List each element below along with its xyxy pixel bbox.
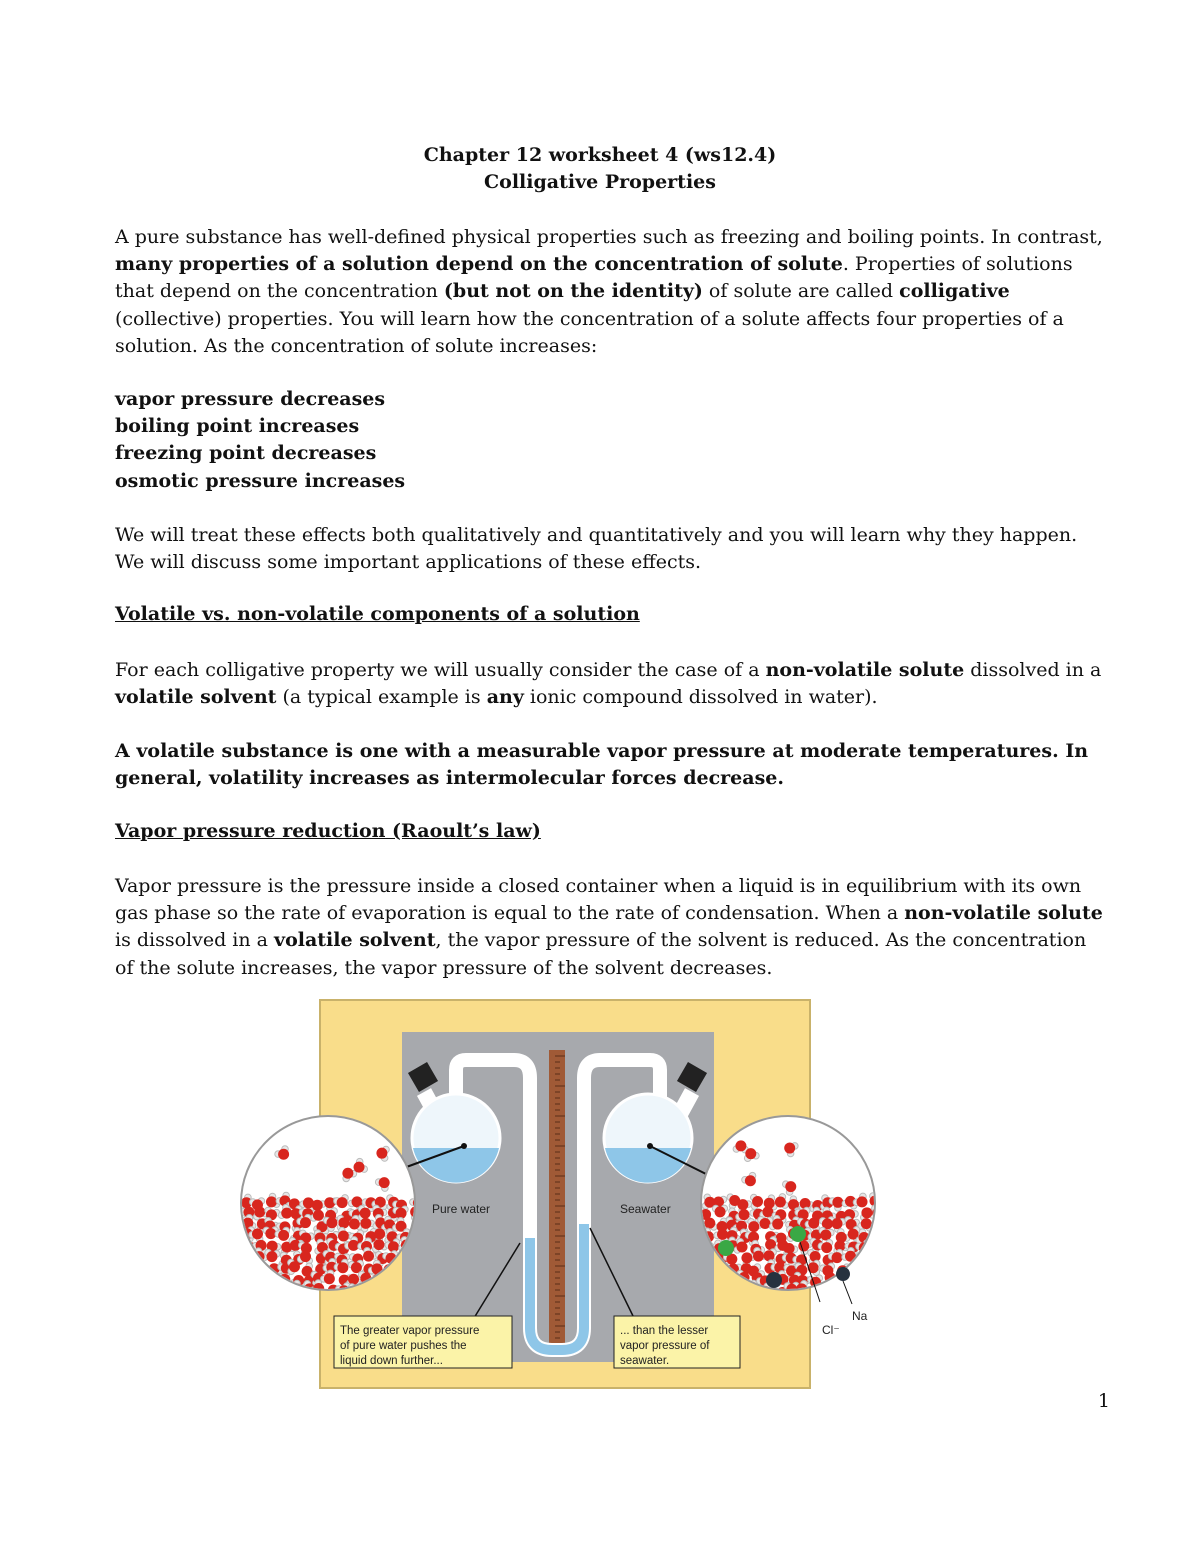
hydrogen-atom: [240, 1289, 244, 1296]
hydrogen-atom: [267, 1304, 274, 1311]
hydrogen-atom: [873, 1302, 880, 1309]
oxygen-atom: [717, 1229, 728, 1240]
oxygen-atom: [373, 1239, 384, 1250]
hydrogen-atom: [280, 1281, 287, 1288]
oxygen-atom: [832, 1218, 843, 1229]
page-number: 1: [1097, 1390, 1110, 1412]
oxygen-atom: [252, 1296, 263, 1307]
oxygen-atom: [312, 1200, 323, 1211]
hydrogen-atom: [874, 1293, 880, 1300]
document-subtitle: Colligative Properties: [484, 171, 716, 193]
hydrogen-atom: [867, 1246, 874, 1253]
oxygen-atom: [821, 1284, 832, 1295]
right-callout-line-3: seawater.: [620, 1355, 670, 1367]
oxygen-atom: [240, 1221, 241, 1232]
oxygen-atom: [240, 1263, 251, 1274]
hydrogen-atom: [255, 1284, 262, 1291]
oxygen-atom: [739, 1209, 750, 1220]
hydrogen-atom: [243, 1247, 250, 1254]
oxygen-atom: [870, 1266, 880, 1277]
oxygen-atom: [289, 1261, 300, 1272]
oxygen-atom: [300, 1217, 311, 1228]
volatile-definition: A volatile substance is one with a measurable vapor pressure at moderate temperatures. In general, volatility increases as intermolecular forces decrease.: [115, 740, 1089, 790]
oxygen-atom: [278, 1149, 289, 1160]
hydrogen-atom: [244, 1270, 251, 1277]
oxygen-atom: [871, 1229, 880, 1240]
right-callout-line-2: vapor pressure of: [620, 1340, 710, 1352]
oxygen-atom: [338, 1217, 349, 1228]
oxygen-atom: [300, 1251, 311, 1262]
left-callout-line-3: liquid down further...: [340, 1355, 443, 1367]
oxygen-atom: [745, 1148, 756, 1159]
vapor-pressure-figure: [240, 998, 880, 1394]
hydrogen-atom: [856, 1287, 863, 1294]
hydrogen-atom: [240, 1268, 245, 1275]
oxygen-atom: [836, 1297, 847, 1308]
right-callout-line-1: ... than the lesser: [620, 1325, 709, 1337]
sodium-pointer-line: [843, 1281, 852, 1304]
hydrogen-atom: [263, 1279, 270, 1286]
document-title: Chapter 12 worksheet 4 (ws12.4): [423, 144, 777, 166]
hydrogen-atom: [851, 1294, 858, 1301]
oxygen-atom: [869, 1240, 880, 1251]
hydrogen-atom: [870, 1263, 877, 1270]
oxygen-atom: [808, 1218, 819, 1229]
oxygen-atom: [775, 1196, 786, 1207]
hydrogen-atom: [878, 1215, 880, 1222]
oxygen-atom: [737, 1199, 748, 1210]
oxygen-atom: [784, 1143, 795, 1154]
oxygen-atom: [859, 1266, 870, 1277]
hydrogen-atom: [819, 1298, 826, 1305]
oxygen-atom: [360, 1208, 371, 1219]
section-heading-volatile: Volatile vs. non-volatile components of a solution: [115, 603, 640, 625]
hydrogen-atom: [863, 1284, 870, 1291]
label-pure-water: Pure water: [432, 1202, 491, 1216]
oxygen-atom: [861, 1207, 872, 1218]
oxygen-atom: [784, 1243, 795, 1254]
hydrogen-atom: [242, 1283, 249, 1290]
hydrogen-atom: [274, 1297, 281, 1304]
oxygen-atom: [821, 1242, 832, 1253]
oxygen-atom: [337, 1262, 348, 1273]
oxygen-atom: [745, 1175, 756, 1186]
oxygen-atom: [349, 1218, 360, 1229]
effect-item: freezing point decreases: [115, 442, 377, 465]
hydrogen-atom: [264, 1282, 271, 1289]
hydrogen-atom: [308, 1297, 315, 1304]
hydrogen-atom: [240, 1253, 243, 1260]
hydrogen-atom: [252, 1293, 259, 1300]
hydrogen-atom: [261, 1298, 268, 1305]
oxygen-atom: [265, 1275, 276, 1286]
hydrogen-atom: [868, 1238, 875, 1245]
hydrogen-atom: [273, 1279, 280, 1286]
oxygen-atom: [337, 1197, 348, 1208]
intro-paragraph: A pure substance has well-defined physical properties such as freezing and boiling points. In contrast, many properties of a solution depend on the concentration of solute. Properties of solutions that depend on the concentration (but not on the identity) of solute are called colligative (collective) properties. You will learn how the concentration of a solute affects four properties of a solution. As the concentration of solute increases:: [115, 226, 1103, 357]
hydrogen-atom: [253, 1270, 260, 1277]
section-heading-raoult: Vapor pressure reduction (Raoult’s law): [115, 820, 541, 842]
oxygen-atom: [868, 1296, 879, 1307]
hydrogen-atom: [248, 1273, 255, 1280]
oxygen-atom: [737, 1241, 748, 1252]
hydrogen-atom: [844, 1299, 851, 1306]
hydrogen-atom: [247, 1263, 254, 1270]
oxygen-atom: [704, 1218, 715, 1229]
oxygen-atom: [772, 1219, 783, 1230]
oxygen-atom: [379, 1177, 390, 1188]
vapor-pressure-paragraph: Vapor pressure is the pressure inside a closed container when a liquid is in equilibrium with its own gas phase so the rate of evaporation is equal to the rate of condensation. When a non-volatile solute is dissolved in a volatile solvent, the vapor pressure of the solvent is reduced. As the concentration of the solute increases, the vapor pressure of the solvent decreases.: [115, 875, 1103, 979]
label-chloride: Cl⁻: [822, 1323, 840, 1337]
oxygen-atom: [735, 1140, 746, 1151]
hydrogen-atom: [241, 1260, 248, 1267]
hydrogen-atom: [312, 1304, 319, 1311]
hydrogen-atom: [877, 1197, 880, 1204]
oxygen-atom: [760, 1218, 771, 1229]
oxygen-atom: [873, 1285, 880, 1296]
oxygen-atom: [255, 1277, 266, 1288]
sodium-ion: [836, 1267, 850, 1281]
hydrogen-atom: [829, 1287, 836, 1294]
hydrogen-atom: [861, 1293, 868, 1300]
oxygen-atom: [245, 1276, 256, 1287]
oxygen-atom: [857, 1196, 868, 1207]
hydrogen-atom: [849, 1279, 856, 1286]
oxygen-atom: [252, 1228, 263, 1239]
oxygen-atom: [363, 1251, 374, 1262]
oxygen-atom: [243, 1296, 254, 1307]
hydrogen-atom: [240, 1260, 241, 1267]
volatile-paragraph: For each colligative property we will usually consider the case of a non-volatile solute dissolved in a volatile solvent (a typical example is any ionic compound dissolved in water).: [115, 659, 1102, 709]
hydrogen-atom: [822, 1292, 829, 1299]
oxygen-atom: [354, 1162, 365, 1173]
oxygen-atom: [832, 1197, 843, 1208]
oxygen-atom: [856, 1285, 867, 1296]
hydrogen-atom: [240, 1291, 245, 1298]
hydrogen-atom: [868, 1277, 875, 1284]
oxygen-atom: [861, 1218, 872, 1229]
hydrogen-atom: [877, 1280, 880, 1287]
oxygen-atom: [764, 1250, 775, 1261]
hydrogen-atom: [258, 1262, 265, 1269]
label-seawater: Seawater: [620, 1202, 671, 1216]
oxygen-atom: [264, 1297, 275, 1308]
hydrogen-atom: [250, 1295, 257, 1302]
effects-list: [115, 386, 405, 495]
hydrogen-atom: [252, 1294, 259, 1301]
hydrogen-atom: [277, 1289, 284, 1296]
oxygen-atom: [822, 1294, 833, 1305]
hydrogen-atom: [300, 1296, 307, 1303]
oxygen-atom: [254, 1287, 265, 1298]
hydrogen-atom: [253, 1280, 260, 1287]
oxygen-atom: [278, 1230, 289, 1241]
hydrogen-atom: [261, 1293, 268, 1300]
oxygen-atom: [266, 1285, 277, 1296]
oxygen-atom: [266, 1196, 277, 1207]
oxygen-atom: [276, 1299, 287, 1310]
hydrogen-atom: [282, 1298, 289, 1305]
oxygen-atom: [848, 1286, 859, 1297]
oxygen-atom: [857, 1298, 868, 1309]
hydrogen-atom: [837, 1294, 844, 1301]
hydrogen-atom: [876, 1227, 880, 1234]
oxygen-atom: [715, 1206, 726, 1217]
ruler: [549, 1050, 565, 1348]
oxygen-atom: [374, 1228, 385, 1239]
oxygen-atom: [240, 1263, 242, 1274]
left-pointer-dot: [461, 1143, 467, 1149]
hydrogen-atom: [864, 1260, 871, 1267]
effect-item: osmotic pressure increases: [115, 469, 406, 492]
hydrogen-atom: [865, 1300, 872, 1307]
oxygen-atom: [741, 1252, 752, 1263]
oxygen-atom: [859, 1253, 870, 1264]
oxygen-atom: [241, 1286, 252, 1297]
oxygen-atom: [266, 1251, 277, 1262]
oxygen-atom: [348, 1274, 359, 1285]
hydrogen-atom: [284, 1294, 291, 1301]
left-callout-line-1: The greater vapor pressure: [340, 1325, 480, 1337]
hydrogen-atom: [851, 1273, 858, 1280]
oxygen-atom: [289, 1295, 300, 1306]
oxygen-atom: [240, 1253, 251, 1264]
hydrogen-atom: [827, 1301, 834, 1308]
hydrogen-atom: [289, 1287, 296, 1294]
hydrogen-atom: [859, 1273, 866, 1280]
oxygen-atom: [313, 1210, 324, 1221]
oxygen-atom: [753, 1251, 764, 1262]
hydrogen-atom: [263, 1287, 270, 1294]
hydrogen-atom: [240, 1296, 241, 1303]
hydrogen-atom: [242, 1294, 249, 1301]
oxygen-atom: [342, 1168, 353, 1179]
hydrogen-atom: [270, 1293, 277, 1300]
oxygen-atom: [871, 1255, 880, 1266]
oxygen-atom: [240, 1231, 243, 1242]
oxygen-atom: [324, 1273, 335, 1284]
hydrogen-atom: [854, 1298, 861, 1305]
hydrogen-atom: [878, 1266, 880, 1273]
left-callout-line-2: of pure water pushes the: [340, 1340, 467, 1352]
hydrogen-atom: [870, 1261, 877, 1268]
hydrogen-atom: [250, 1302, 257, 1309]
right-pointer-dot: [647, 1143, 653, 1149]
oxygen-atom: [820, 1229, 831, 1240]
oxygen-atom: [240, 1284, 241, 1295]
chloride-ion: [790, 1226, 806, 1242]
oxygen-atom: [280, 1286, 291, 1297]
hydrogen-atom: [292, 1303, 299, 1310]
hydrogen-atom: [872, 1273, 879, 1280]
oxygen-atom: [808, 1262, 819, 1273]
oxygen-atom: [338, 1230, 349, 1241]
oxygen-atom: [301, 1298, 312, 1309]
oxygen-atom: [254, 1206, 265, 1217]
oxygen-atom: [256, 1266, 267, 1277]
hydrogen-atom: [240, 1278, 241, 1285]
oxygen-atom: [748, 1221, 759, 1232]
oxygen-atom: [752, 1196, 763, 1207]
hydrogen-atom: [811, 1306, 818, 1313]
hydrogen-atom: [861, 1273, 868, 1280]
effect-item: boiling point increases: [115, 415, 360, 438]
oxygen-atom: [870, 1276, 880, 1287]
oxygen-atom: [376, 1148, 387, 1159]
hydrogen-atom: [877, 1235, 880, 1242]
oxygen-atom: [860, 1276, 871, 1287]
oxygen-atom: [832, 1252, 843, 1263]
hydrogen-atom: [296, 1296, 303, 1303]
label-sodium: Na: [852, 1309, 868, 1323]
oxygen-atom: [326, 1217, 337, 1228]
hydrogen-atom: [878, 1260, 880, 1267]
hydrogen-atom: [302, 1289, 309, 1296]
hydrogen-atom: [866, 1269, 873, 1276]
oxygen-atom: [785, 1181, 796, 1192]
sodium-ion: [766, 1272, 782, 1288]
treatment-paragraph: We will treat these effects both qualitatively and quantitatively and you will learn why they happen. We will discuss some important applications of these effects.: [115, 524, 1078, 574]
effect-item: vapor pressure decreases: [115, 388, 386, 410]
oxygen-atom: [360, 1218, 371, 1229]
chloride-ion: [718, 1240, 734, 1256]
